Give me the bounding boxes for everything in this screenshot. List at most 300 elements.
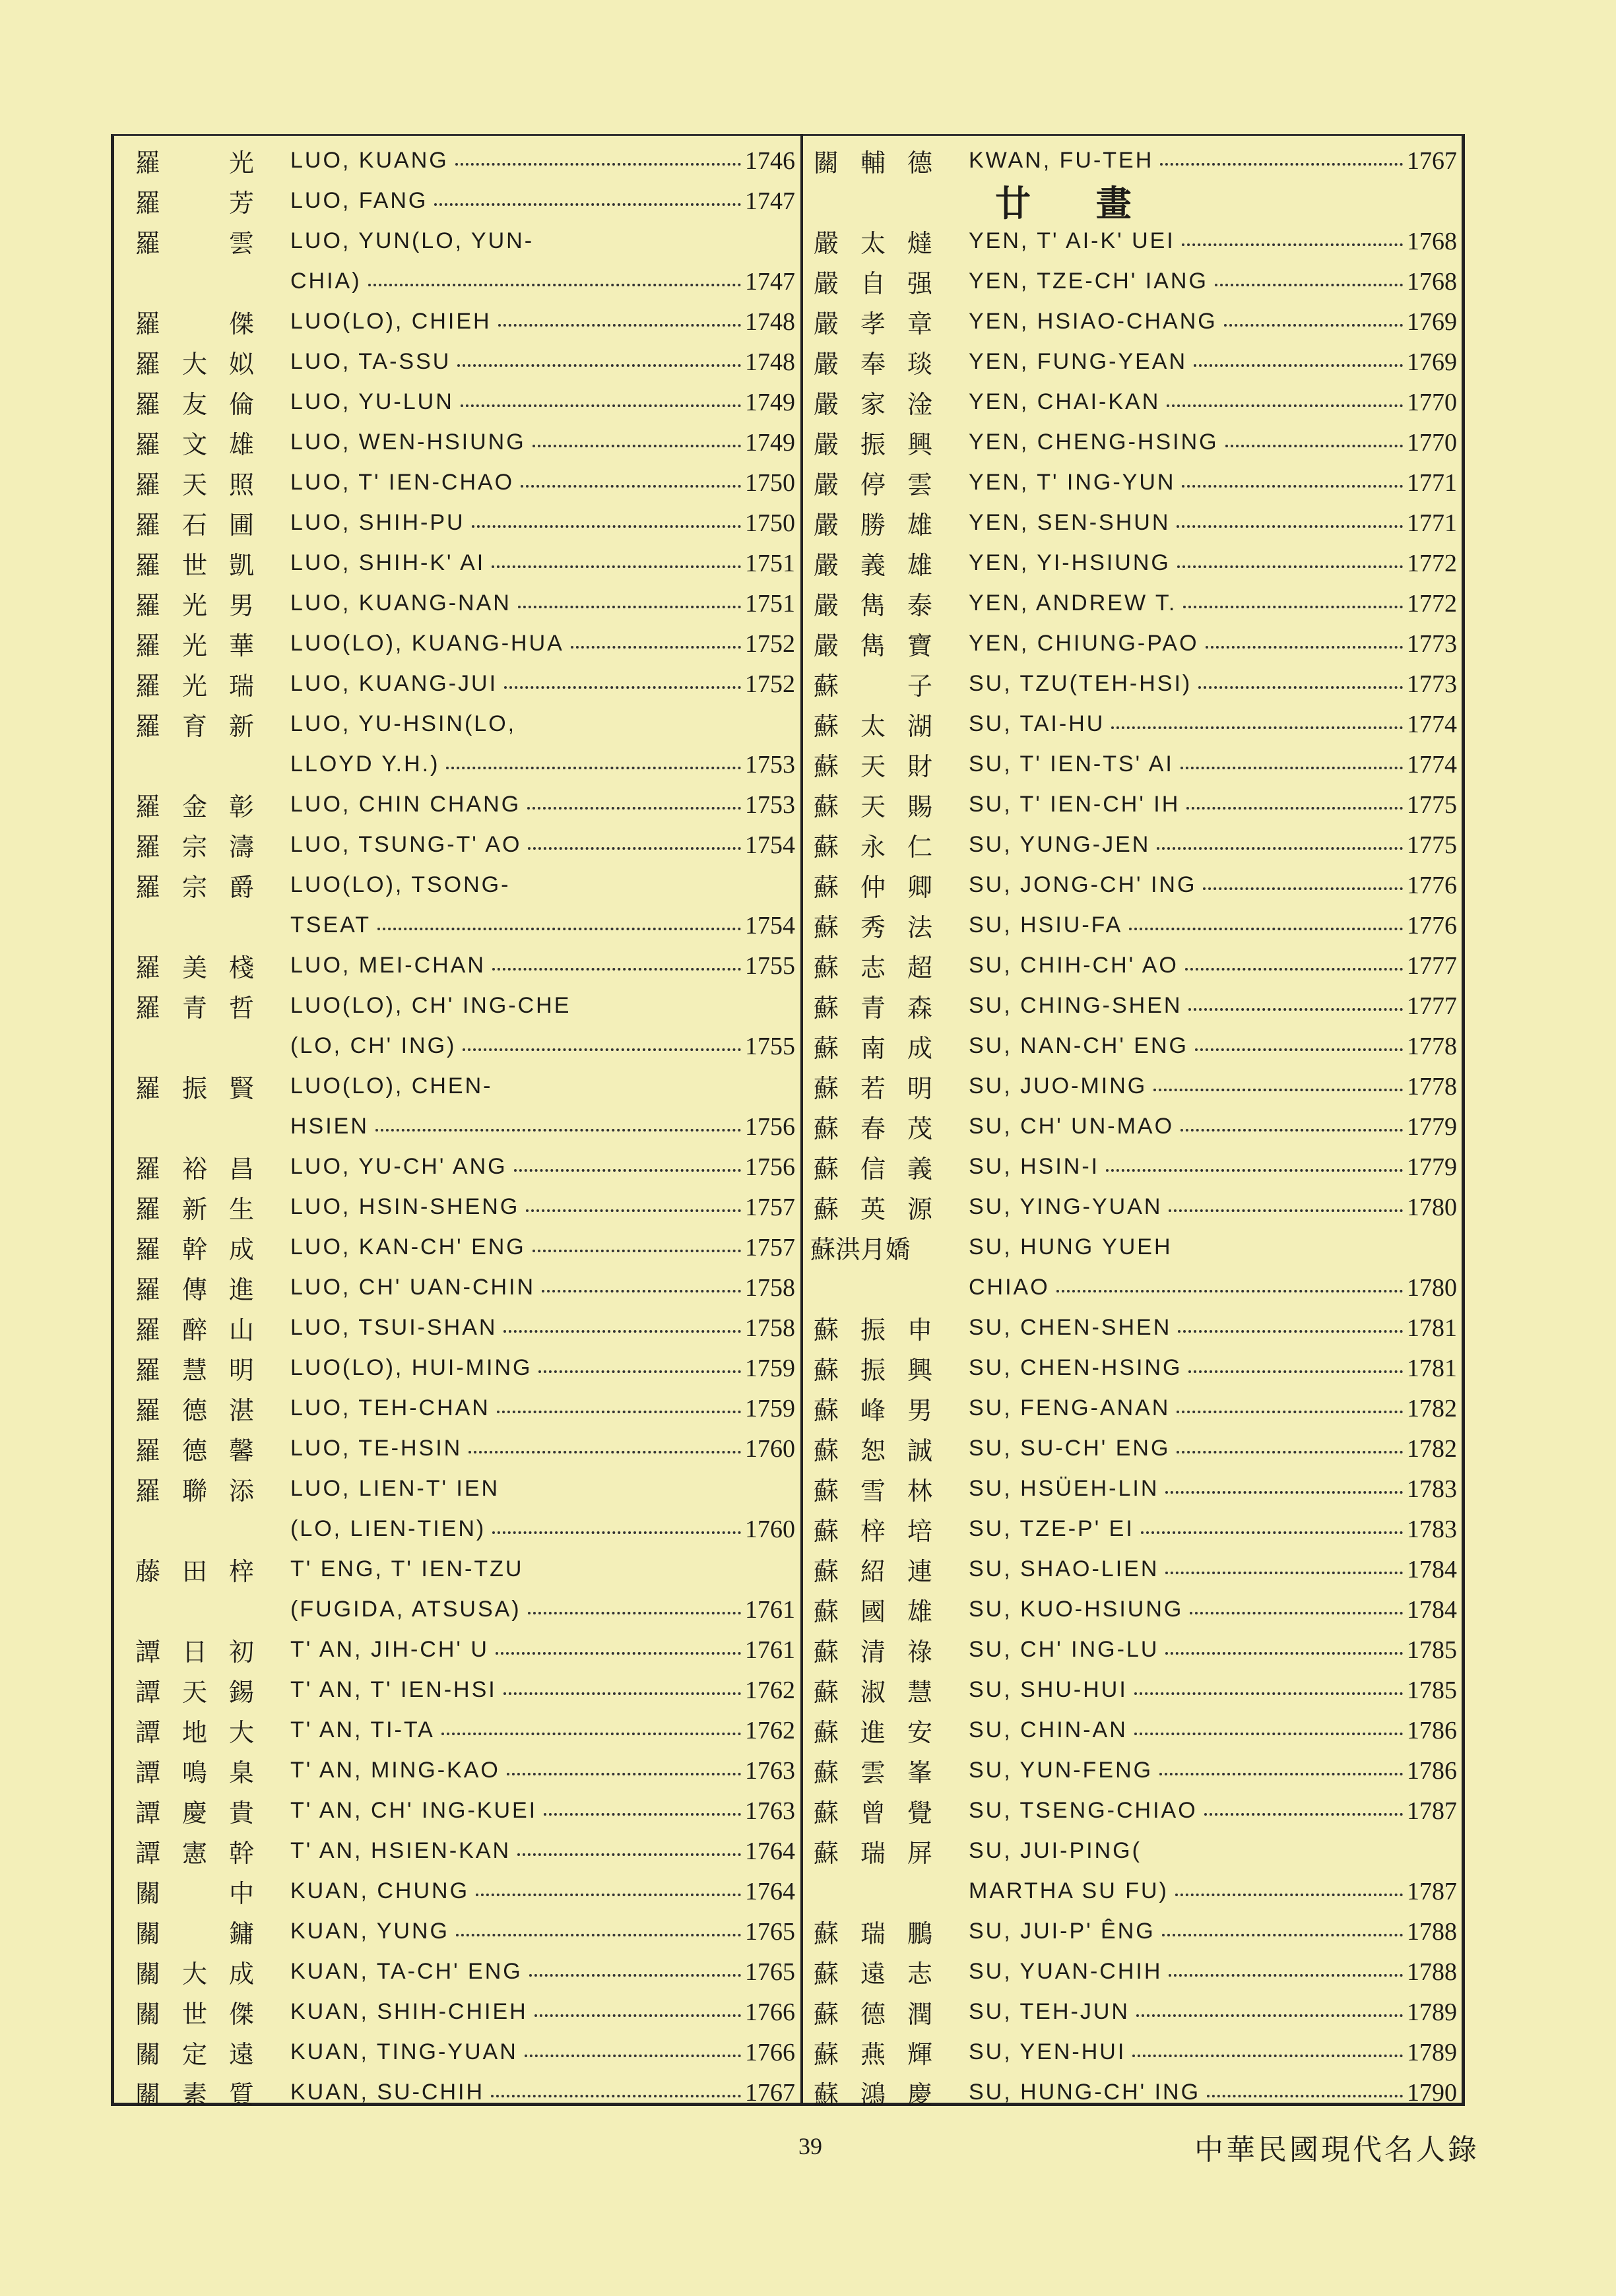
chinese-char: 羅 [135, 672, 160, 701]
leader-dots [434, 203, 741, 206]
romanized-text: SU, JUO-MING [969, 1073, 1147, 1099]
chinese-char: 祿 [907, 1638, 932, 1667]
romanized-text: (FUGIDA, ATSUSA) [290, 1597, 521, 1622]
romanized-name [290, 468, 795, 497]
chinese-name [132, 384, 290, 420]
chinese-char: 蘇 [813, 752, 839, 781]
chinese-char: 紹 [860, 1557, 886, 1586]
index-entry [132, 302, 795, 342]
romanized-name [969, 750, 1457, 779]
leader-dots [1169, 1974, 1403, 1977]
index-entry [132, 784, 795, 825]
page-reference: 1782 [1407, 1434, 1457, 1463]
chinese-char: 蘇 [813, 2040, 839, 2069]
page-reference: 1774 [1407, 710, 1457, 738]
chinese-name [132, 1390, 290, 1426]
leader-dots [528, 1612, 741, 1614]
chinese-char: 定 [181, 2040, 207, 2069]
chinese-char: 淑 [860, 1678, 886, 1707]
leader-dots [533, 1250, 741, 1252]
chinese-char: 成 [228, 1235, 254, 1264]
chinese-char: 孝 [860, 309, 886, 338]
index-entry [810, 342, 1457, 382]
chinese-char: 昌 [228, 1155, 254, 1184]
chinese-char: 家 [860, 390, 886, 419]
romanized-name [969, 1072, 1457, 1101]
chinese-char: 奉 [860, 350, 886, 379]
leader-dots [1225, 445, 1403, 447]
chinese-name [132, 1954, 290, 1990]
index-entry [132, 1871, 795, 1911]
chinese-name [132, 1350, 290, 1386]
index-entry [810, 865, 1457, 905]
index-entry [132, 945, 795, 986]
chinese-char: 進 [860, 1718, 886, 1747]
chinese-char: 關 [135, 1879, 160, 1908]
chinese-char: 雄 [907, 1597, 932, 1626]
romanized-name [290, 146, 795, 175]
index-entry [132, 1831, 795, 1871]
chinese-char: 羅 [135, 631, 160, 660]
index-entry [132, 503, 795, 543]
leader-dots [472, 525, 741, 528]
chinese-char: 峰 [860, 1396, 886, 1425]
page-reference: 1779 [1407, 1112, 1457, 1141]
chinese-char: 蘇 [813, 913, 839, 942]
romanized-text: LUO, YUN(LO, YUN- [290, 228, 534, 253]
romanized-name [969, 1475, 1457, 1504]
chinese-char: 傳 [181, 1275, 207, 1304]
chinese-char: 幹 [181, 1235, 207, 1264]
leader-dots [375, 1129, 741, 1132]
romanized-text: LUO, CHIN CHANG [290, 792, 521, 817]
chinese-char: 鏞 [228, 1919, 254, 1948]
page-reference: 1772 [1407, 549, 1457, 577]
page-reference: 1758 [745, 1314, 795, 1342]
romanized-name [969, 670, 1457, 699]
index-entry [810, 1750, 1457, 1791]
romanized-text: YEN, T' ING-YUN [969, 470, 1176, 495]
page-reference: 1783 [1407, 1475, 1457, 1503]
leader-dots [1153, 1089, 1403, 1091]
romanized-text: SU, TZE-P' EI [969, 1516, 1134, 1541]
chinese-name [132, 2034, 290, 2070]
leader-dots [461, 404, 741, 407]
page-reference: 1785 [1407, 1636, 1457, 1664]
leader-dots [492, 565, 741, 568]
chinese-name [810, 303, 969, 340]
leader-dots [1188, 1370, 1403, 1373]
romanized-name [290, 1394, 795, 1423]
romanized-name [969, 1756, 1457, 1785]
chinese-char: 賢 [228, 1074, 254, 1103]
index-entry [132, 1388, 795, 1428]
index-entry [132, 1348, 795, 1388]
chinese-char: 羅 [135, 148, 160, 177]
chinese-name [810, 746, 969, 782]
chinese-char: 傑 [228, 309, 254, 338]
chinese-char: 慶 [181, 1799, 207, 1828]
page-reference: 1759 [745, 1394, 795, 1422]
index-entry [810, 784, 1457, 825]
chinese-char: 嚴 [813, 269, 839, 298]
leader-dots [1129, 928, 1403, 930]
romanized-name [969, 388, 1457, 417]
leader-dots [521, 485, 741, 488]
page-reference: 1764 [745, 1837, 795, 1865]
chinese-char: 關 [135, 2080, 160, 2109]
page-reference: 1781 [1407, 1354, 1457, 1382]
chinese-char: 林 [907, 1477, 932, 1506]
page-reference: 1751 [745, 589, 795, 618]
romanized-text: LUO, WEN-HSIUNG [290, 430, 526, 455]
romanized-text: YEN, T' AI-K' UEI [969, 228, 1175, 253]
leader-dots [533, 445, 741, 447]
index-entry [132, 1549, 795, 1589]
romanized-name [969, 1917, 1457, 1946]
romanized-name [969, 992, 1457, 1021]
romanized-name [290, 670, 795, 699]
page-reference: 1763 [745, 1756, 795, 1785]
chinese-char: 嚴 [813, 470, 839, 499]
leader-dots [1165, 1652, 1403, 1655]
chinese-char: 譚 [135, 1839, 160, 1868]
romanized-name [969, 428, 1457, 457]
chinese-char: 蘇 [813, 1799, 839, 1828]
romanized-name [969, 1676, 1457, 1705]
chinese-char: 連 [907, 1557, 932, 1586]
leader-dots [527, 807, 741, 810]
romanized-text: T' AN, JIH-CH' U [290, 1637, 489, 1662]
chinese-char: 羅 [135, 1477, 160, 1506]
index-entry [810, 1308, 1457, 1348]
chinese-char: 雄 [907, 551, 932, 580]
chinese-name [810, 1229, 969, 1265]
index-entry [132, 1750, 795, 1791]
romanized-name [969, 1112, 1457, 1141]
romanized-text: TSEAT [290, 912, 372, 938]
chinese-char: 山 [228, 1316, 254, 1345]
romanized-text: KUAN, TA-CH' ENG [290, 1959, 523, 1984]
chinese-char: 羅 [135, 1155, 160, 1184]
romanized-name [290, 911, 795, 940]
chinese-char: 申 [907, 1316, 932, 1345]
leader-dots [1185, 968, 1403, 971]
leader-dots [1134, 1692, 1403, 1695]
leader-dots [492, 1531, 741, 1534]
chinese-char: 燕 [860, 2040, 886, 2069]
chinese-char: 男 [228, 591, 254, 620]
chinese-char: 羅 [135, 390, 160, 419]
index-entry [132, 1911, 795, 1952]
chinese-char: 蘇 [813, 1114, 839, 1143]
chinese-name [810, 2074, 969, 2111]
chinese-char: 譚 [135, 1678, 160, 1707]
page-reference: 1761 [745, 1636, 795, 1664]
chinese-char: 寶 [907, 631, 932, 660]
leader-dots [1177, 525, 1403, 528]
leader-dots [1177, 1451, 1403, 1453]
romanized-name [290, 2078, 795, 2107]
chinese-char: 天 [860, 792, 886, 821]
index-entry [132, 181, 795, 221]
chinese-char: 蘇 [813, 1074, 839, 1103]
chinese-name [810, 2034, 969, 2070]
chinese-char: 羅 [135, 229, 160, 258]
chinese-name [810, 464, 969, 501]
romanized-name [969, 307, 1457, 336]
page-reference: 1772 [1407, 589, 1457, 618]
chinese-char [179, 303, 210, 340]
romanized-text: LUO, KAN-CH' ENG [290, 1234, 526, 1260]
page-reference: 1771 [1407, 468, 1457, 497]
page-reference: 1784 [1407, 1595, 1457, 1624]
chinese-char: 羅 [135, 1436, 160, 1465]
chinese-char: 遠 [860, 1960, 886, 1989]
romanized-text: T' AN, HSIEN-KAN [290, 1838, 511, 1863]
chinese-char: 德 [181, 1436, 207, 1465]
chinese-char: 瑞 [860, 1919, 886, 1948]
index-entry [810, 704, 1457, 744]
chinese-name [810, 1310, 969, 1346]
chinese-name [810, 1994, 969, 2030]
chinese-char: 輝 [907, 2040, 932, 2069]
chinese-name [132, 666, 290, 702]
romanized-text: SU, HSIN-I [969, 1154, 1100, 1179]
page-reference: 1776 [1407, 871, 1457, 899]
chinese-char: 蘇 [813, 1960, 839, 1989]
romanized-text: CHIA) [290, 269, 362, 294]
chinese-char: 英 [860, 1195, 886, 1224]
chinese-char: 初 [228, 1638, 254, 1667]
chinese-name [810, 585, 969, 622]
page-reference: 1776 [1407, 911, 1457, 940]
chinese-name [132, 706, 290, 742]
chinese-char: 培 [907, 1517, 932, 1546]
chinese-char: 安 [907, 1718, 932, 1747]
romanized-text: SU, HSÜEH-LIN [969, 1476, 1159, 1501]
index-entry [810, 1911, 1457, 1952]
chinese-name [132, 1793, 290, 1829]
romanized-name [969, 1958, 1457, 1987]
leader-dots [368, 284, 741, 286]
chinese-char: 田 [181, 1557, 207, 1586]
leader-dots [1136, 2014, 1403, 2017]
romanized-text: LUO, SHIH-K' AI [290, 550, 486, 575]
chinese-char: 章 [907, 309, 932, 338]
chinese-char: 青 [181, 994, 207, 1023]
romanized-name [969, 1797, 1457, 1826]
romanized-name [290, 750, 795, 779]
chinese-char: 新 [228, 712, 254, 741]
index-entry [132, 865, 795, 905]
chinese-char: 强 [907, 269, 932, 298]
leader-dots [1157, 847, 1403, 850]
index-entry [810, 1670, 1457, 1710]
romanized-name [290, 993, 795, 1019]
romanized-name [969, 509, 1457, 538]
romanized-text: YEN, CHIUNG-PAO [969, 631, 1199, 656]
chinese-name [132, 827, 290, 863]
index-entry [810, 1469, 1457, 1509]
chinese-char: 德 [907, 148, 932, 177]
index-entry [810, 1549, 1457, 1589]
romanized-text: LUO, MEI-CHAN [290, 953, 486, 978]
chinese-name [132, 1471, 290, 1507]
index-entry [810, 1630, 1457, 1670]
chinese-name [132, 1430, 290, 1467]
page-reference: 1778 [1407, 1072, 1457, 1100]
chinese-char [179, 223, 210, 259]
chinese-char: 春 [860, 1114, 886, 1143]
romanized-name [290, 509, 795, 538]
romanized-name [969, 1434, 1457, 1463]
chinese-char: 聯 [181, 1477, 207, 1506]
page-reference: 1759 [745, 1354, 795, 1382]
page-reference: 1787 [1407, 1877, 1457, 1905]
chinese-name [132, 223, 290, 259]
leader-dots [1206, 646, 1403, 649]
romanized-text: LUO, KUANG-JUI [290, 671, 498, 696]
index-entry [132, 342, 795, 382]
chinese-char: 誠 [907, 1436, 932, 1465]
chinese-char: 鴻 [860, 2080, 886, 2109]
chinese-name [132, 786, 290, 823]
chinese-char: 停 [860, 470, 886, 499]
chinese-char: 蘇 [813, 1597, 839, 1626]
romanized-name [969, 2038, 1457, 2067]
chinese-name [810, 666, 969, 702]
chinese-char: 貴 [228, 1799, 254, 1828]
romanized-text: SU, JONG-CH' ING [969, 872, 1197, 897]
chinese-char: 羅 [135, 309, 160, 338]
leader-dots [1198, 686, 1403, 689]
romanized-name [290, 1193, 795, 1222]
index-entry [810, 1026, 1457, 1066]
romanized-name [969, 1998, 1457, 2027]
romanized-name [969, 1234, 1457, 1260]
chinese-char: 倫 [228, 390, 254, 419]
page-reference: 1786 [1407, 1716, 1457, 1744]
leader-dots [1207, 2095, 1403, 2097]
right-column [810, 141, 1457, 2113]
chinese-char [179, 183, 210, 219]
page-reference: 1767 [1407, 146, 1457, 175]
chinese-char: 羅 [135, 1074, 160, 1103]
romanized-name [290, 1556, 795, 1582]
romanized-text: YEN, HSIAO-CHANG [969, 309, 1217, 334]
leader-dots [517, 1853, 741, 1856]
chinese-char: 羅 [135, 470, 160, 499]
romanized-text: SU, YING-YUAN [969, 1194, 1163, 1219]
leader-dots [1182, 243, 1403, 246]
romanized-name [290, 790, 795, 819]
leader-dots [463, 1048, 741, 1051]
romanized-text: SU, CHIN-AN [969, 1717, 1128, 1742]
romanized-text: SU, CH' UN-MAO [969, 1114, 1175, 1139]
romanized-text: (LO, CH' ING) [290, 1033, 457, 1058]
chinese-char: 錫 [228, 1678, 254, 1707]
romanized-text: LUO, TEH-CHAN [290, 1395, 490, 1420]
index-entry [810, 261, 1457, 302]
chinese-char: 裕 [181, 1155, 207, 1184]
index-entry [810, 825, 1457, 865]
romanized-text: SU, KUO-HSIUNG [969, 1597, 1184, 1622]
index-entry [810, 1992, 1457, 2032]
romanized-name [969, 227, 1457, 256]
chinese-name [132, 183, 290, 219]
romanized-text: SU, T' IEN-TS' AI [969, 751, 1174, 777]
chinese-char: 慶 [907, 2080, 932, 2109]
chinese-char: 嚴 [813, 350, 839, 379]
chinese-char: 羅 [135, 591, 160, 620]
romanized-name [969, 951, 1457, 980]
chinese-name [810, 263, 969, 300]
chinese-name [810, 1028, 969, 1064]
chinese-char: 羅 [135, 1316, 160, 1345]
chinese-char: 大 [181, 1960, 207, 1989]
romanized-text: SU, TSENG-CHIAO [969, 1798, 1198, 1823]
chinese-char: 羅 [135, 792, 160, 821]
chinese-char: 羅 [135, 1195, 160, 1224]
romanized-text: YEN, ANDREW T. [969, 590, 1177, 616]
leader-dots [507, 1773, 741, 1775]
index-entry [810, 583, 1457, 623]
leader-dots [1224, 324, 1403, 327]
chinese-char: 蘇 [813, 1195, 839, 1224]
leader-dots [1186, 807, 1403, 810]
romanized-name [969, 1354, 1457, 1383]
chinese-name [810, 907, 969, 943]
romanized-text: KUAN, YUNG [290, 1919, 449, 1944]
romanized-text: LUO, LIEN-T' IEN [290, 1476, 500, 1501]
leader-dots [1165, 1491, 1403, 1494]
index-entry [132, 704, 795, 744]
chinese-char: 蘇 [813, 1356, 839, 1385]
romanized-name [290, 1998, 795, 2027]
page-reference: 1780 [1407, 1193, 1457, 1221]
romanized-name [969, 2078, 1457, 2107]
chinese-name [132, 1229, 290, 1265]
chinese-name [810, 625, 969, 662]
romanized-text: KUAN, TING-YUAN [290, 2039, 518, 2064]
leader-dots [571, 646, 741, 649]
chinese-char: 蘇 [813, 2000, 839, 2029]
romanized-text: SU, HSIU-FA [969, 912, 1123, 938]
page-reference: 1761 [745, 1595, 795, 1624]
chinese-char: 蘇 [813, 712, 839, 741]
romanized-name [290, 589, 795, 618]
chinese-char: 蘇 [813, 1557, 839, 1586]
leader-dots [1177, 565, 1403, 568]
romanized-text: SU, SHU-HUI [969, 1677, 1128, 1702]
page-reference: 1753 [745, 750, 795, 779]
chinese-char: 素 [181, 2080, 207, 2109]
index-entry [810, 744, 1457, 784]
romanized-name [290, 1233, 795, 1262]
chinese-char: 蘇 [813, 1155, 839, 1184]
chinese-char: 峯 [907, 1758, 932, 1787]
chinese-char: 超 [907, 953, 932, 982]
chinese-char: 森 [907, 994, 932, 1023]
page-reference: 1788 [1407, 1917, 1457, 1946]
index-entry [810, 905, 1457, 945]
chinese-char: 茂 [907, 1114, 932, 1143]
chinese-name [810, 1189, 969, 1225]
romanized-text: LUO, T' IEN-CHAO [290, 470, 515, 495]
romanized-name [290, 428, 795, 457]
chinese-name [810, 384, 969, 420]
